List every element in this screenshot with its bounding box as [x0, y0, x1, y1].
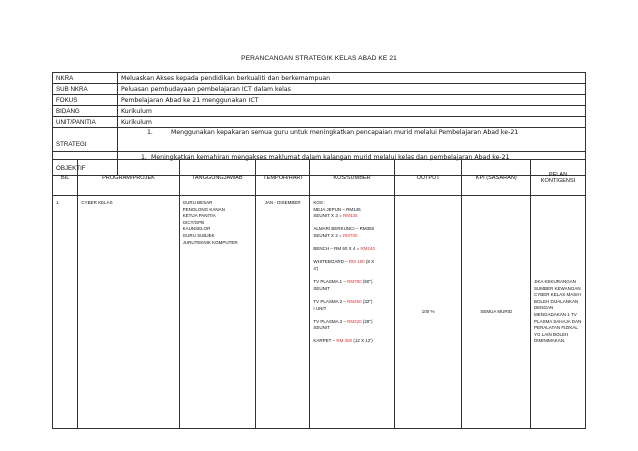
kos-text: TV PLASMA 1 –	[313, 279, 348, 285]
kos-text: TV PLASMA 2 –	[313, 298, 348, 304]
program-header-row	[53, 160, 586, 196]
pelan-line: BOLEH DIJALANKAN	[534, 298, 579, 304]
header-bil: BIL	[53, 160, 78, 196]
subnkra-value: Peluasan pembudayaan pembelajaran ICT dalam kelas	[118, 84, 586, 95]
strategi-value: Menggunakan kepakaran semua guru untuk meningkatkan pencapaian murid melalui Pembelajaran Abad ke-21	[171, 129, 519, 136]
header-tempoh: TEMPOH/HARI	[255, 160, 310, 196]
pelan-line: PERALATAN FIZIKAL	[534, 325, 578, 331]
tj-line: GURU BESAR	[182, 200, 213, 205]
kos-amount: RM435	[342, 213, 358, 219]
kos-text: (50")	[361, 279, 373, 285]
bidang-value: Kurikulum	[118, 106, 586, 117]
bidang-row	[53, 106, 586, 117]
kos-amount: RM700	[342, 232, 358, 238]
kos-line	[313, 259, 390, 266]
kos-line: ALMARI BERKUNCI – RM350	[313, 226, 375, 232]
subnkra-label: SUB NKRA	[53, 84, 118, 95]
unit-label: UNIT/PANITIA	[53, 117, 118, 128]
kos-line: MEJA JEPUN – RM145	[313, 206, 361, 212]
row-program: CYBER KELAS	[78, 196, 179, 429]
pelan-line: DIMINIMAKAN.	[534, 338, 566, 344]
kos-text: WHITEBOARD –	[313, 259, 349, 265]
kos-text: (8 X	[364, 259, 375, 265]
row-bil: 1.	[53, 196, 78, 429]
pelan-line: MENGADAKAN 1 TV	[534, 312, 577, 317]
objektif-number: 1.	[141, 154, 147, 161]
header-pelan: PELAN KONTIGENSI	[531, 160, 586, 196]
pelan-line: CYBER KELAS MASIH	[534, 292, 581, 298]
kos-line	[313, 319, 390, 326]
header-program: PROGRAM/PROJEK	[78, 160, 179, 196]
bidang-label: BIDANG	[53, 106, 118, 117]
header-kpi: KPI (SASARAN)	[462, 160, 531, 196]
kos-text: TV PLASMA 3 –	[313, 318, 348, 324]
tj-line: KAUNSELOR	[182, 226, 211, 232]
nkra-label: NKRA	[53, 73, 118, 84]
tj-line: KETUA PANITIA	[182, 213, 216, 219]
nkra-value: Meluaskan Akses kepada pendidikan berkualiti dan berkemampuan	[118, 73, 586, 84]
fokus-row	[53, 95, 586, 106]
kos-text: (28")	[361, 318, 373, 324]
kos-amount: RM 180	[348, 259, 365, 265]
document-title: PERANCANGAN STRATEGIK KELAS ABAD KE 21	[241, 55, 397, 62]
objektif-value: Meningkatkan kemahiran mengakses maklumat dalam kalangan murid melalui kelas dan pembelajaran Abad ke-21	[151, 154, 510, 161]
kos-amount: RM780	[347, 279, 362, 285]
kos-line	[313, 233, 390, 240]
kos-text: BENCH – RM 60 X 4 =	[313, 246, 361, 252]
pelan-line: JIKA KEKURANGAN	[534, 279, 577, 285]
kos-line	[313, 299, 390, 306]
pelan-line: SUMBER KEWANGAN	[534, 285, 581, 291]
kos-text: SEUNIT X 3 =	[313, 213, 343, 219]
kos-line	[313, 246, 390, 253]
strategi-label: STRATEGI	[53, 128, 118, 152]
row-pelan	[531, 196, 586, 429]
kos-text: SEUNIT X 2 =	[313, 232, 343, 238]
kos-line: SEUNIT	[313, 285, 330, 291]
header-tanggungjawab: TANGGUNGJAWAB	[179, 160, 255, 196]
kos-amount: RM 350	[336, 338, 353, 344]
tj-line: GURU SUBJEK	[182, 232, 215, 238]
strategi-cell	[118, 128, 586, 152]
strategi-row	[53, 128, 586, 152]
kos-line: I UNIT	[313, 305, 327, 311]
fokus-value: Pembelajaran Abad ke 21 menggunakan ICT	[118, 95, 586, 106]
subnkra-row	[53, 84, 586, 95]
kos-line: KOS :	[313, 200, 326, 205]
pelan-line: YG LAIN BOLEH	[534, 331, 569, 337]
header-kos: KOS/SUMBER	[310, 160, 394, 196]
kos-line	[313, 338, 390, 345]
kos-text: (12 X 12')	[352, 338, 373, 344]
kos-text: (32")	[361, 298, 373, 304]
strategi-number: 1.	[147, 129, 153, 136]
tj-line: GICT/GPB	[182, 219, 205, 225]
tj-line: JURUTEKNIK KOMPUTER	[182, 239, 238, 245]
kos-amount: RM220	[347, 318, 362, 324]
program-table	[52, 159, 586, 429]
pelan-line: PLASMA SAHAJA DAN	[534, 318, 582, 324]
objektif-label: OBJEKTIF	[53, 152, 118, 176]
tj-line: PENOLONG KANAN	[182, 206, 225, 212]
nkra-row	[53, 73, 586, 84]
kos-amount: RM240	[360, 246, 376, 252]
kos-amount: RM260	[347, 298, 362, 304]
row-kpi: SEMUA MURID	[462, 196, 531, 429]
header-output: OUTPUT	[394, 160, 462, 196]
kos-line: SEUNIT	[313, 325, 330, 331]
row-tanggungjawab	[179, 196, 255, 429]
program-row	[53, 196, 586, 429]
unit-value: Kurikulum	[118, 117, 586, 128]
row-tempoh: JAN - DISEMBER	[255, 196, 310, 429]
row-output: 100 %	[394, 196, 462, 429]
pelan-line: DENGAN	[534, 305, 554, 311]
fokus-label: FOKUS	[53, 95, 118, 106]
unit-row	[53, 117, 586, 128]
kos-line: 4')	[313, 265, 319, 271]
row-kos	[310, 196, 394, 429]
kos-text: KARPET –	[313, 338, 337, 344]
kos-line	[313, 279, 390, 286]
kos-line	[313, 213, 390, 220]
